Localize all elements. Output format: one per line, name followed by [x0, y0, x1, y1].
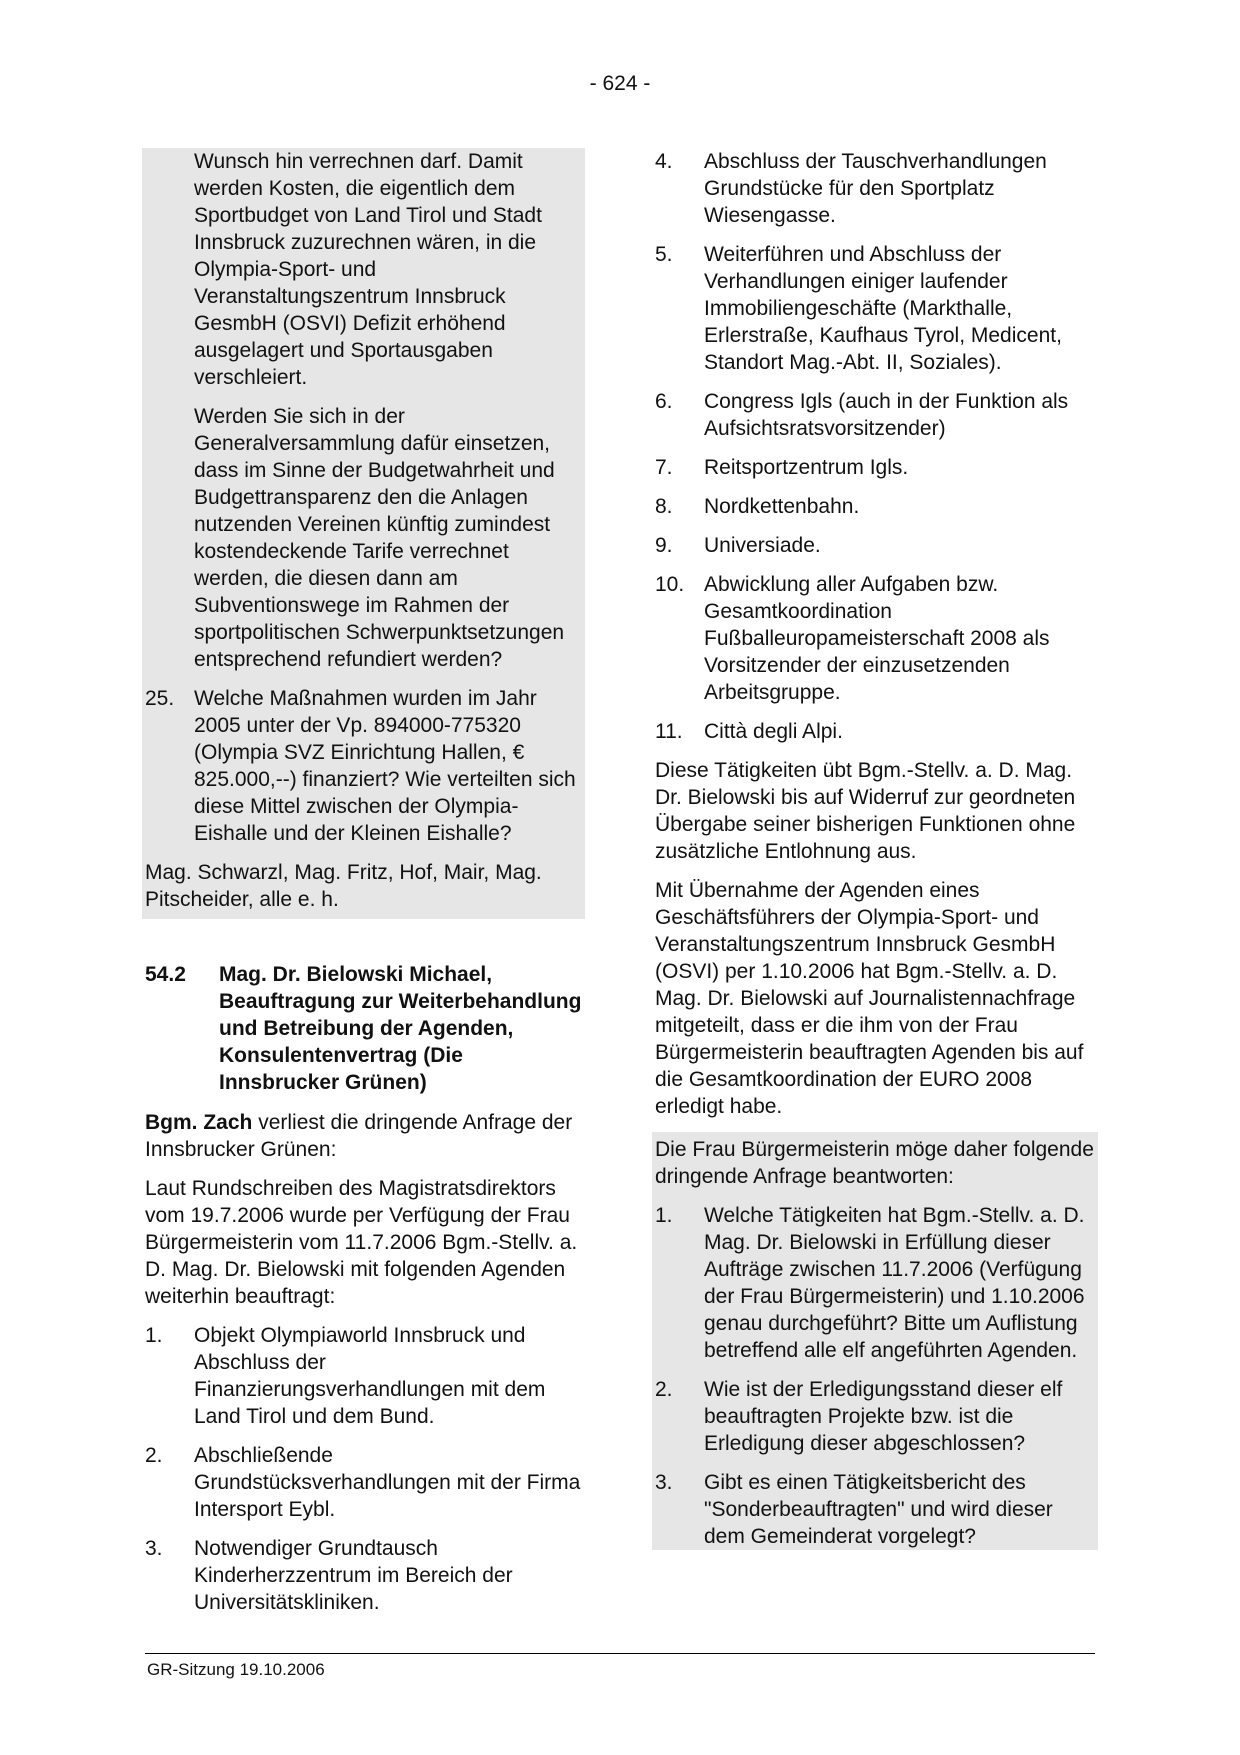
- uebernahme-paragraph: Mit Übernahme der Agenden eines Geschäftsführers der Olympia-Sport- und Veranstaltungszentrum Innsbruck GesmbH (OSVI) per 1.10.2006 hat Bgm.-Stellv. a. D. Mag. Dr. Bielowski auf Journalistennachfrage mitgeteilt, dass er die ihm von der Frau Bürgermeisterin beauftragten Agenden bis auf die Gesamtkoordination der EURO 2008 erledigt habe.: [655, 879, 1084, 1118]
- list-item-text: Universiade.: [704, 534, 821, 557]
- question-item: [655, 1202, 1096, 1364]
- list-item-number: 2.: [145, 1444, 163, 1467]
- list-item: [145, 1535, 585, 1616]
- list-item: [655, 571, 1095, 706]
- list-item-text: Abschluss der Tauschverhandlungen Grundstücke für den Sportplatz Wiesengasse.: [704, 150, 1047, 227]
- list-item: [655, 532, 1095, 559]
- list-item: [145, 1322, 585, 1430]
- list-item-text: Weiterführen und Abschluss der Verhandlungen einiger laufender Immobiliengeschäfte (Markthalle, Erlerstraße, Kaufhaus Tyrol, Medicent, Standort Mag.-Abt. II, Soziales).: [704, 243, 1062, 374]
- list-item-number: 3.: [145, 1537, 163, 1560]
- question-number: 2.: [655, 1378, 673, 1401]
- list-item-text: Abschließende Grundstücksverhandlungen mit der Firma Intersport Eybl.: [194, 1444, 581, 1521]
- list-item-number: 10.: [655, 573, 685, 596]
- list-item-text: Città degli Alpi.: [704, 720, 843, 743]
- question-25-text: Welche Maßnahmen wurden im Jahr 2005 unter der Vp. 894000-775320 (Olympia SVZ Einrichtung Hallen, € 825.000,--) finanziert? Wie verteilten sich diese Mittel zwischen der Olympia-Eishalle und der Kleinen Eishalle?: [194, 687, 576, 845]
- question-number: 3.: [655, 1471, 673, 1494]
- intro-text: verliest die dringende Anfrage der Innsbrucker Grünen:: [145, 1111, 573, 1161]
- footer-divider: [145, 1653, 1095, 1654]
- list-item: [655, 388, 1095, 442]
- signers: Mag. Schwarzl, Mag. Fritz, Hof, Mair, Mag. Pitscheider, alle e. h.: [145, 861, 542, 911]
- list-item-number: 6.: [655, 390, 673, 413]
- list-item: [655, 493, 1095, 520]
- speaker-name: Bgm. Zach: [145, 1111, 253, 1134]
- question-number: 1.: [655, 1204, 673, 1227]
- question-item: [655, 1469, 1096, 1550]
- list-item: [655, 241, 1095, 376]
- question-25: [145, 685, 585, 847]
- taetigkeiten-paragraph: Diese Tätigkeiten übt Bgm.-Stellv. a. D. Mag. Dr. Bielowski bis auf Widerruf zur geordneten Übergabe seiner bisherigen Funktionen ohne zusätzliche Entlohnung aus.: [655, 759, 1076, 863]
- list-item-number: 1.: [145, 1324, 163, 1347]
- question-text: Gibt es einen Tätigkeitsbericht des "Sonderbeauftragten" und wird dieser dem Gemeinderat vorgelegt?: [704, 1471, 1053, 1548]
- list-item: [145, 1442, 585, 1523]
- intro-paragraph: [145, 1109, 585, 1163]
- question-text: Wie ist der Erledigungsstand dieser elf beauftragten Projekte bzw. ist die Erledigung dieser abgeschlossen?: [704, 1378, 1063, 1455]
- list-item-number: 11.: [655, 720, 683, 743]
- list-item-text: Objekt Olympiaworld Innsbruck und Abschluss der Finanzierungsverhandlungen mit dem Land Tirol und dem Bund.: [194, 1324, 546, 1428]
- question-box-intro: Die Frau Bürgermeisterin möge daher folgende dringende Anfrage beantworten:: [655, 1138, 1094, 1188]
- list-item: [655, 454, 1095, 481]
- footer-text: GR-Sitzung 19.10.2006: [147, 1660, 325, 1679]
- list-item-number: 7.: [655, 456, 673, 479]
- section-number: 54.2: [145, 963, 186, 986]
- box-paragraph-2: Werden Sie sich in der Generalversammlung dafür einsetzen, dass im Sinne der Budgetwahrheit und Budgettransparenz den die Anlagen nutzenden Vereinen künftig zumindest kostendeckende Tarife verrechnet werden, die diesen dann am Subventionswege im Rahmen der sportpolitischen Schwerpunktsetzungen entsprechend refundiert werden?: [194, 405, 565, 671]
- list-item-number: 5.: [655, 243, 673, 266]
- question-box: [652, 1132, 1098, 1550]
- list-item-number: 9.: [655, 534, 673, 557]
- list-item-text: Notwendiger Grundtausch Kinderherzzentrum im Bereich der Universitätskliniken.: [194, 1537, 513, 1614]
- rundschreiben-paragraph: Laut Rundschreiben des Magistratsdirektors vom 19.7.2006 wurde per Verfügung der Frau Bürgermeisterin vom 11.7.2006 Bgm.-Stellv. a. D. Mag. Dr. Bielowski mit folgenden Agenden weiterhin beauftragt:: [145, 1177, 578, 1308]
- list-item-number: 4.: [655, 150, 673, 173]
- list-item-text: Reitsportzentrum Igls.: [704, 456, 909, 479]
- list-item-number: 8.: [655, 495, 673, 518]
- section-heading: [145, 961, 585, 1096]
- list-item-text: Congress Igls (auch in der Funktion als Aufsichtsratsvorsitzender): [704, 390, 1069, 440]
- list-item-text: Abwicklung aller Aufgaben bzw. Gesamtkoordination Fußballeuropameisterschaft 2008 als Vorsitzender der einzusetzenden Arbeitsgruppe.: [704, 573, 1050, 704]
- left-column: [145, 148, 585, 1628]
- page-number: - 624 -: [589, 72, 651, 95]
- list-item: [655, 148, 1095, 229]
- question-box-continued: [142, 148, 585, 919]
- question-item: [655, 1376, 1096, 1457]
- section-title: Mag. Dr. Bielowski Michael, Beauftragung zur Weiterbehandlung und Betreibung der Agenden, Konsulentenvertrag (Die Innsbrucker Grünen): [219, 963, 582, 1094]
- right-column: [655, 148, 1095, 1550]
- list-item-text: Nordkettenbahn.: [704, 495, 860, 518]
- list-item: [655, 718, 1095, 745]
- question-25-number: 25.: [145, 687, 175, 710]
- box-paragraph-1: Wunsch hin verrechnen darf. Damit werden Kosten, die eigentlich dem Sportbudget von Land Tirol und Stadt Innsbruck zuzurechnen wären, in die Olympia-Sport- und Veranstaltungszentrum Innsbruck GesmbH (OSVI) Defizit erhöhend ausgelagert und Sportausgaben verschleiert.: [194, 150, 542, 389]
- question-text: Welche Tätigkeiten hat Bgm.-Stellv. a. D. Mag. Dr. Bielowski in Erfüllung dieser Aufträge zwischen 11.7.2006 (Verfügung der Frau Bürgermeisterin) und 1.10.2006 genau durchgeführt? Bitte um Auflistung betreffend alle elf angeführten Agenden.: [704, 1204, 1085, 1362]
